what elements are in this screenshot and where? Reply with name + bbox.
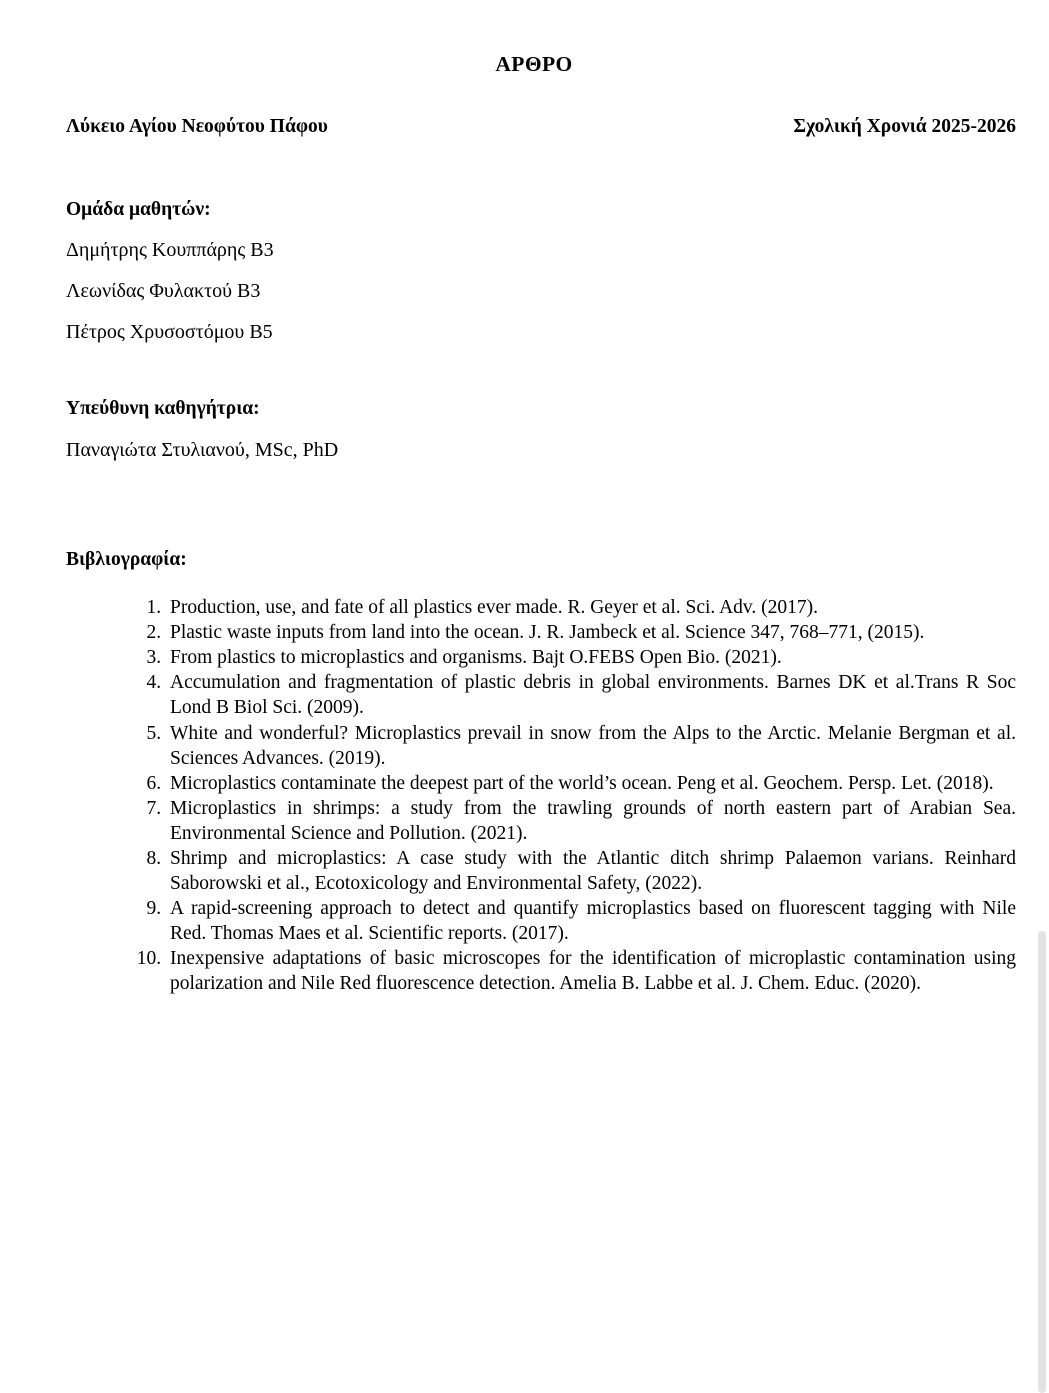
bibliography-section bbox=[66, 550, 1016, 996]
bibliography-heading: Βιβλιογραφία: bbox=[66, 548, 187, 570]
vertical-scrollbar[interactable] bbox=[1035, 0, 1049, 1393]
teacher-name: Παναγιώτα Στυλιανού, MSc, PhD bbox=[66, 438, 339, 461]
reference-list bbox=[134, 595, 1016, 996]
list-item: 8. Shrimp and microplastics: A case study with the Atlantic ditch shrimp Palaemon varians. Reinhard Saborowski et al., Ecotoxicology and Environmental Safety, (2022). bbox=[166, 846, 1016, 896]
students-heading: Ομάδα μαθητών: bbox=[66, 198, 211, 220]
student-name: Πέτρος Χρυσοστόμου Β5 bbox=[66, 321, 273, 344]
scrollbar-thumb[interactable] bbox=[1038, 931, 1046, 1393]
list-item: 6. Microplastics contaminate the deepest part of the world’s ocean. Peng et al. Geochem. Persp. Let. (2018). bbox=[166, 771, 1016, 796]
student-name: Δημήτρης Κουππάρης Β3 bbox=[66, 239, 274, 262]
page-title: ΑΡΘΡΟ bbox=[495, 52, 573, 76]
list-item: 4. Accumulation and fragmentation of plastic debris in global environments. Barnes DK et al.Trans R Soc Lond B Biol Sci. (2009). bbox=[166, 670, 1016, 720]
list-item: 1. Production, use, and fate of all plastics ever made. R. Geyer et al. Sci. Adv. (2017). bbox=[166, 595, 1016, 620]
list-item: 2. Plastic waste inputs from land into the ocean. J. R. Jambeck et al. Science 347, 768–771, (2015). bbox=[166, 620, 1016, 645]
students-section bbox=[66, 200, 1016, 343]
list-item: 7. Microplastics in shrimps: a study from the trawling grounds of north eastern part of Arabian Sea. Environmental Science and Pollution. (2021). bbox=[166, 796, 1016, 846]
school-year: Σχολική Χρονιά 2025-2026 bbox=[793, 115, 1016, 137]
list-item: 10. Inexpensive adaptations of basic microscopes for the identification of microplastic contamination using polarization and Nile Red fluorescence detection. Amelia B. Labbe et al. J. Chem. Educ. (2020). bbox=[166, 946, 1016, 996]
student-name: Λεωνίδας Φυλακτού Β3 bbox=[66, 280, 261, 303]
teacher-heading: Υπεύθυνη καθηγήτρια: bbox=[66, 398, 260, 420]
school-name: Λύκειο Αγίου Νεοφύτου Πάφου bbox=[66, 115, 328, 137]
list-item: 9. A rapid-screening approach to detect and quantify microplastics based on fluorescent tagging with Nile Red. Thomas Maes et al. Scientific reports. (2017). bbox=[166, 896, 1016, 946]
list-item: 3. From plastics to microplastics and organisms. Bajt O.FEBS Open Bio. (2021). bbox=[166, 645, 1016, 670]
document-header bbox=[66, 116, 1016, 138]
list-item: 5. White and wonderful? Microplastics prevail in snow from the Alps to the Arctic. Melanie Bergman et al. Sciences Advances. (2019). bbox=[166, 721, 1016, 771]
teacher-section bbox=[66, 399, 1016, 460]
